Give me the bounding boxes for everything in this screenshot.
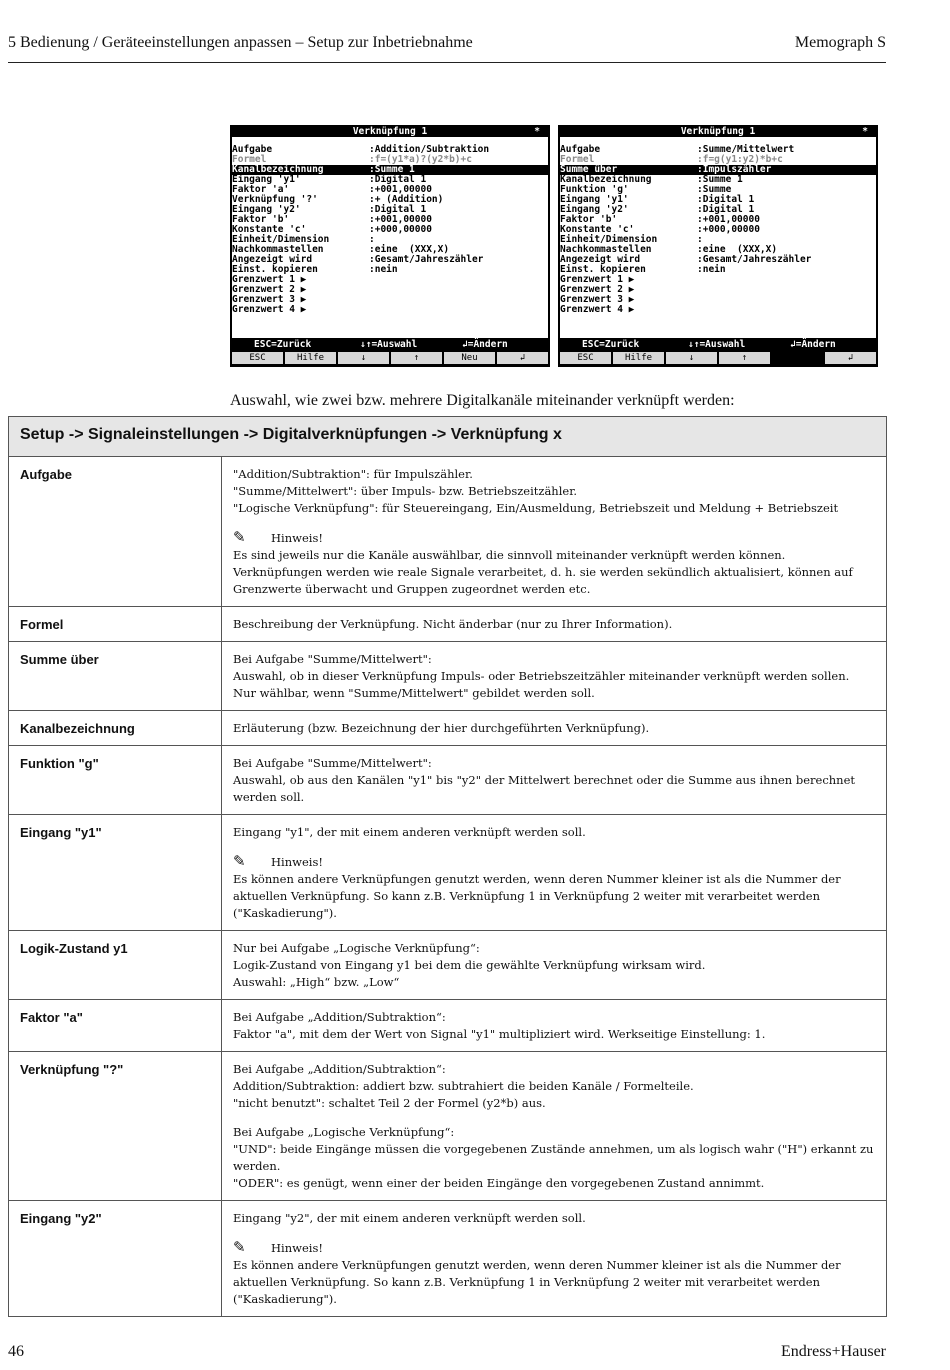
- row-label: Verknüpfung "?": [9, 1052, 222, 1201]
- row-label: Kanalbezeichnung: [9, 711, 222, 746]
- brand-name: Endress+Hauser: [781, 1343, 886, 1360]
- row-label: Faktor "a": [9, 1000, 222, 1052]
- menu-row-value: :Digital 1: [369, 204, 427, 215]
- menu-row-label: Kanalbezeichnung: [560, 174, 652, 185]
- row-description: [222, 746, 887, 815]
- screen-title-star: *: [534, 126, 540, 137]
- menu-row-label: Aufgabe: [560, 144, 601, 155]
- device-screen-addition: [230, 125, 550, 367]
- menu-row-value: :f=g(y1:y2)*b+c: [697, 154, 783, 165]
- note-label: Hinweis!: [271, 1241, 323, 1255]
- table-row: [9, 931, 887, 1000]
- menu-row-label: Grenzwert 2 ▶: [232, 284, 307, 295]
- menu-row-value: :+001,00000: [369, 184, 432, 195]
- menu-row-label: Faktor 'b': [560, 214, 618, 225]
- menu-row-label: Eingang 'y1': [560, 194, 629, 205]
- menu-row-value: :: [697, 234, 703, 245]
- softkey[interactable]: ↓: [338, 352, 389, 364]
- row-label: Aufgabe: [9, 457, 222, 607]
- menu-row-value: :Impulszähler: [697, 164, 772, 175]
- softkey[interactable]: ESC: [232, 352, 283, 364]
- menu-row-value: :Digital 1: [697, 204, 755, 215]
- menu-row-value: :+001,00000: [697, 214, 760, 225]
- screen-hint-bar: [232, 338, 548, 351]
- softkey[interactable]: [772, 352, 823, 364]
- table-row: [9, 457, 887, 607]
- menu-row-value: :Addition/Subtraktion: [369, 144, 490, 155]
- page-number: 46: [8, 1343, 24, 1360]
- table-row: [9, 642, 887, 711]
- settings-table: [8, 416, 887, 1317]
- description-line: "Logische Verknüpfung": für Steuereingang, Ein/Ausmeldung, Betriebszeit und Meldung + Betriebszeit: [233, 501, 839, 515]
- screen-title: [560, 127, 876, 137]
- menu-row-label: Nachkommastellen: [232, 244, 324, 255]
- menu-row-label: Grenzwert 1 ▶: [560, 274, 635, 285]
- softkey[interactable]: ↲: [825, 352, 876, 364]
- screen-title-text: Verknüpfung 1: [680, 126, 756, 137]
- description-line: "UND": beide Eingänge müssen die vorgegebenen Zustände annehmen, um als logisch wahr ("H") erkannt zu werden.: [233, 1142, 874, 1173]
- menu-row[interactable]: [560, 305, 876, 315]
- menu-row-value: :Digital 1: [369, 174, 427, 185]
- menu-row-value: :+000,00000: [697, 224, 760, 235]
- description-line: Eingang "y1", der mit einem anderen verknüpft werden soll.: [233, 825, 586, 839]
- menu-row-label: Angezeigt wird: [560, 254, 641, 265]
- softkey[interactable]: Hilfe: [285, 352, 336, 364]
- menu-row-value: :Summe 1: [697, 174, 743, 185]
- note-label: Hinweis!: [271, 855, 323, 869]
- table-heading: Setup -> Signaleinstellungen -> Digitalverknüpfungen -> Verknüpfung x: [9, 417, 887, 457]
- description-line: Eingang "y2", der mit einem anderen verknüpft werden soll.: [233, 1211, 586, 1225]
- menu-row-label: Einst. kopieren: [560, 264, 646, 275]
- screen-title-text: Verknüpfung 1: [352, 126, 428, 137]
- menu-row-value: :f=(y1*a)?(y2*b)+c: [369, 154, 472, 165]
- description-line: "Addition/Subtraktion": für Impulszähler.: [233, 467, 473, 481]
- description-line: Es sind jeweils nur die Kanäle auswählbar, die sinnvoll miteinander verknüpft werden können. Verknüpfungen werden wie reale Signale verarbeitet, d. h. sie werden sekündlich aktualisiert, können auf Grenzwerte überwacht und Gruppen zugeordnet werden etc.: [233, 548, 853, 596]
- description-line: Auswahl, ob aus den Kanälen "y1" bis "y2" der Mittelwert berechnet oder die Summe aus ihnen berechnet werden soll.: [233, 773, 856, 804]
- description-line: Erläuterung (bzw. Bezeichnung der hier durchgeführten Verknüpfung).: [233, 721, 650, 735]
- menu-row-label: Grenzwert 3 ▶: [560, 294, 635, 305]
- menu-row-label: Eingang 'y2': [560, 204, 629, 215]
- screen-title-star: *: [862, 126, 868, 137]
- row-description: [222, 457, 887, 607]
- menu-row-value: :+ (Addition): [369, 194, 444, 205]
- screen-display: [560, 127, 876, 365]
- pencil-icon: ✎: [233, 528, 246, 546]
- menu-row-value: :nein: [369, 264, 398, 275]
- row-label: Eingang "y2": [9, 1201, 222, 1317]
- softkey[interactable]: ESC: [560, 352, 611, 364]
- menu-row-value: :Summe 1: [369, 164, 415, 175]
- screen-menu: [232, 145, 548, 315]
- menu-row-label: Einheit/Dimension: [232, 234, 330, 245]
- softkey-bar: [560, 351, 876, 365]
- screen-hint: ↲=Ändern: [462, 339, 508, 350]
- description-line: Auswahl, ob in dieser Verknüpfung Impuls- oder Betriebszeitzähler miteinander verknüpft werden sollen. Nur wählbar, wenn "Summe/Mittelwert" gebildet werden soll.: [233, 669, 850, 700]
- description-line: Bei Aufgabe „Addition/Subtraktion“:: [233, 1010, 446, 1024]
- row-description: [222, 1201, 887, 1317]
- row-description: [222, 931, 887, 1000]
- table-row: [9, 1201, 887, 1317]
- menu-row-label: Verknüpfung '?': [232, 194, 318, 205]
- description-line: Faktor "a", mit dem der Wert von Signal "y1" multipliziert wird. Werkseitige Einstellung: 1.: [233, 1027, 766, 1041]
- menu-row-label: Summe über: [560, 164, 618, 175]
- pencil-icon: ✎: [233, 1238, 246, 1256]
- menu-row-label: Eingang 'y1': [232, 174, 301, 185]
- row-label: Logik-Zustand y1: [9, 931, 222, 1000]
- row-label: Formel: [9, 607, 222, 642]
- description-line: Es können andere Verknüpfungen genutzt werden, wenn deren Nummer kleiner ist als die Nummer der aktuellen Verknüpfung. So kann z.B. Verknüpfung 1 in Verknüpfung 2 weiter mit verarbeitet werden ("Kaskadierung").: [233, 1258, 841, 1306]
- description-line: Bei Aufgabe "Summe/Mittelwert":: [233, 756, 432, 770]
- menu-row-label: Aufgabe: [232, 144, 273, 155]
- menu-row-label: Nachkommastellen: [560, 244, 652, 255]
- description-line: Nur bei Aufgabe „Logische Verknüpfung“:: [233, 941, 480, 955]
- row-description: [222, 607, 887, 642]
- row-description: [222, 815, 887, 931]
- description-line: Es können andere Verknüpfungen genutzt werden, wenn deren Nummer kleiner ist als die Nummer der aktuellen Verknüpfung. So kann z.B. Verknüpfung 1 in Verknüpfung 2 weiter mit verarbeitet werden ("Kaskadierung").: [233, 872, 841, 920]
- device-screen-sum: [558, 125, 878, 367]
- screen-hint: ↓↑=Auswahl: [360, 339, 418, 350]
- menu-row-value: :+000,00000: [369, 224, 432, 235]
- figure-caption: Auswahl, wie zwei bzw. mehrere Digitalkanäle miteinander verknüpft werden:: [230, 392, 735, 409]
- softkey[interactable]: Neu: [444, 352, 495, 364]
- table-row: [9, 1000, 887, 1052]
- table-row: [9, 746, 887, 815]
- menu-row-label: Angezeigt wird: [232, 254, 313, 265]
- menu-row-value: :: [369, 234, 375, 245]
- screen-display: [232, 127, 548, 365]
- row-label: Funktion "g": [9, 746, 222, 815]
- table-row: [9, 607, 887, 642]
- note-heading: [233, 853, 875, 871]
- row-description: [222, 642, 887, 711]
- description-line: Bei Aufgabe „Logische Verknüpfung“:: [233, 1125, 455, 1139]
- row-description: [222, 711, 887, 746]
- menu-row-label: Funktion 'g': [560, 184, 629, 195]
- screen-hint-bar: [560, 338, 876, 351]
- note-heading: [233, 1239, 875, 1257]
- menu-row-label: Einst. kopieren: [232, 264, 318, 275]
- menu-row-label: Faktor 'a': [232, 184, 290, 195]
- description-line: "ODER": es genügt, wenn einer der beiden Eingänge den vorgegebenen Zustand annimmt.: [233, 1176, 765, 1190]
- description-line: "nicht benutzt": schaltet Teil 2 der Formel (y2*b) aus.: [233, 1096, 546, 1110]
- menu-row-value: :Gesamt/Jahreszähler: [697, 254, 812, 265]
- spacer: [233, 1112, 875, 1124]
- table-row: [9, 815, 887, 931]
- description-line: Bei Aufgabe „Addition/Subtraktion“:: [233, 1062, 446, 1076]
- softkey[interactable]: ↑: [719, 352, 770, 364]
- menu-row-label: Einheit/Dimension: [560, 234, 658, 245]
- note-label: Hinweis!: [271, 531, 323, 545]
- screen-title: [232, 127, 548, 137]
- table-row: [9, 1052, 887, 1201]
- menu-row-label: Grenzwert 2 ▶: [560, 284, 635, 295]
- softkey-bar: [232, 351, 548, 365]
- screen-hint: ↲=Ändern: [790, 339, 836, 350]
- description-line: "Summe/Mittelwert": über Impuls- bzw. Betriebszeitzähler.: [233, 484, 578, 498]
- menu-row-value: :+001,00000: [369, 214, 432, 225]
- menu-row-value: :Summe/Mittelwert: [697, 144, 795, 155]
- menu-row-label: Grenzwert 4 ▶: [560, 304, 635, 315]
- pencil-icon: ✎: [233, 852, 246, 870]
- table-row: [9, 711, 887, 746]
- product-name: Memograph S: [794, 34, 886, 51]
- menu-row-value: :Summe: [697, 184, 732, 195]
- menu-row-value: :eine (XXX,X): [369, 244, 450, 255]
- screen-hint: ESC=Zurück: [582, 339, 640, 350]
- menu-row-label: Grenzwert 3 ▶: [232, 294, 307, 305]
- softkey[interactable]: ↲: [497, 352, 548, 364]
- spacer: [233, 841, 875, 853]
- menu-row-value: :Gesamt/Jahreszähler: [369, 254, 484, 265]
- description-line: Bei Aufgabe "Summe/Mittelwert":: [233, 652, 432, 666]
- screen-hint: ESC=Zurück: [254, 339, 312, 350]
- description-line: Beschreibung der Verknüpfung. Nicht änderbar (nur zu Ihrer Information).: [233, 617, 673, 631]
- menu-row-value: :eine (XXX,X): [697, 244, 778, 255]
- description-line: Addition/Subtraktion: addiert bzw. subtrahiert die beiden Kanäle / Formelteile.: [233, 1079, 694, 1093]
- row-label: Summe über: [9, 642, 222, 711]
- softkey[interactable]: Hilfe: [613, 352, 664, 364]
- screen-menu: [560, 145, 876, 315]
- menu-row-value: :nein: [697, 264, 726, 275]
- menu-row-label: Kanalbezeichnung: [232, 164, 324, 175]
- row-description: [222, 1052, 887, 1201]
- menu-row-label: Formel: [232, 154, 267, 165]
- page-header: [8, 32, 886, 63]
- menu-row-label: Konstante 'c': [560, 224, 635, 235]
- screen-hint: ↓↑=Auswahl: [688, 339, 746, 350]
- menu-row-label: Eingang 'y2': [232, 204, 301, 215]
- softkey[interactable]: ↑: [391, 352, 442, 364]
- menu-row-label: Formel: [560, 154, 595, 165]
- chapter-title: 5 Bedienung / Geräteeinstellungen anpassen – Setup zur Inbetriebnahme: [8, 34, 473, 51]
- menu-row-label: Konstante 'c': [232, 224, 307, 235]
- description-line: Auswahl: „High“ bzw. „Low“: [233, 975, 400, 989]
- spacer: [233, 1227, 875, 1239]
- menu-row-label: Grenzwert 4 ▶: [232, 304, 307, 315]
- spacer: [233, 517, 875, 529]
- menu-row-label: Faktor 'b': [232, 214, 290, 225]
- softkey[interactable]: ↓: [666, 352, 717, 364]
- menu-row-value: :Digital 1: [697, 194, 755, 205]
- description-line: Logik-Zustand von Eingang y1 bei dem die gewählte Verknüpfung wirksam wird.: [233, 958, 706, 972]
- row-description: [222, 1000, 887, 1052]
- menu-row[interactable]: [232, 305, 548, 315]
- note-heading: [233, 529, 875, 547]
- row-label: Eingang "y1": [9, 815, 222, 931]
- menu-row-label: Grenzwert 1 ▶: [232, 274, 307, 285]
